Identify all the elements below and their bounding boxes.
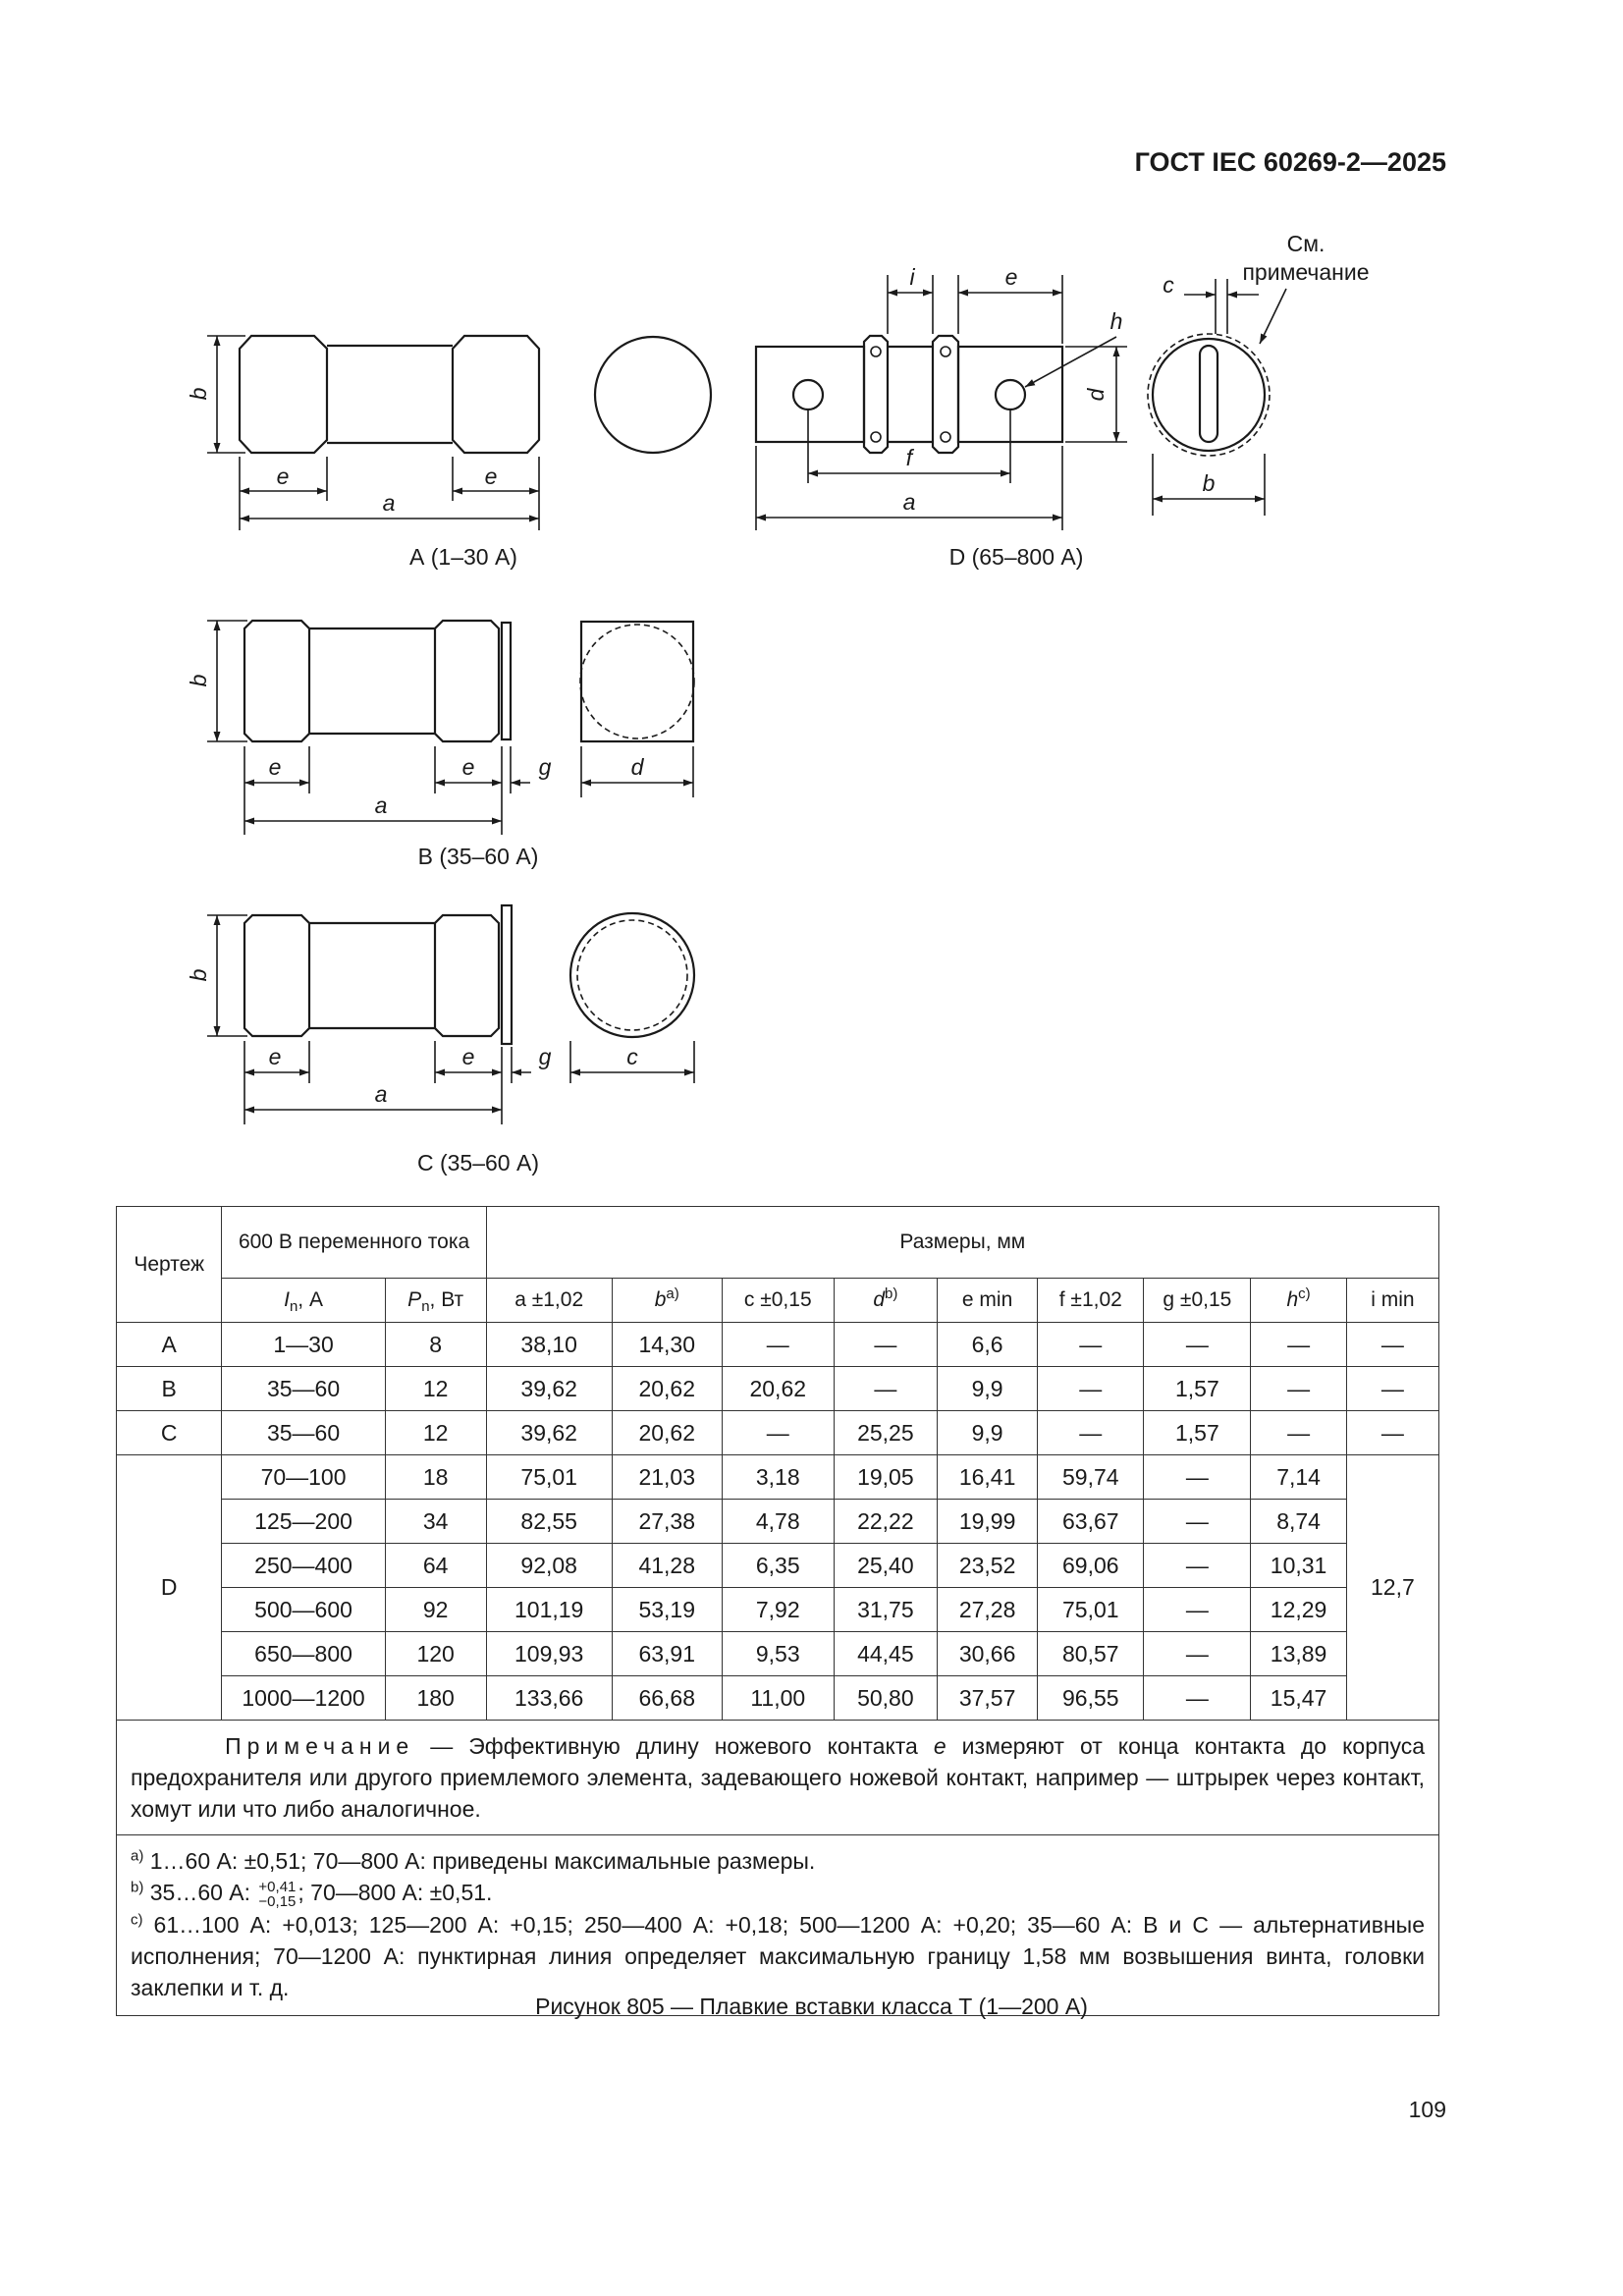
footnote-c: $^{c)}$ 61…100 А: +0,013; 125—200 А: +0,15; 250—400 А: +0,18; 500—1200 А: +0,20; 35—60 А: В и С — альтернативные исполнения; 70—1200 А: пунктирная линия определяет максимальную границу 1,58 мм возвышения винта, головки заклепки и т. д. — [131, 1911, 1425, 2000]
cell-c: — — [722, 1323, 834, 1367]
cell-f: 96,55 — [1038, 1676, 1144, 1721]
cell-a: 39,62 — [486, 1411, 612, 1455]
cell-in: 70—100 — [222, 1455, 385, 1500]
label-g: g — [538, 1044, 552, 1069]
cell-d: 19,05 — [834, 1455, 937, 1500]
cell-f: 59,74 — [1038, 1455, 1144, 1500]
table-row — [117, 1676, 1439, 1721]
cell-b: 27,38 — [612, 1500, 722, 1544]
cell-f: — — [1038, 1367, 1144, 1411]
subheader-b: $b^{a)}$ — [612, 1279, 722, 1323]
cell-pn: 34 — [385, 1500, 486, 1544]
label-e: e — [268, 1044, 282, 1069]
cell-pn: 120 — [385, 1632, 486, 1676]
cell-a: 39,62 — [486, 1367, 612, 1411]
subheader-g: g ±0,15 — [1144, 1279, 1251, 1323]
cell-pn: 12 — [385, 1367, 486, 1411]
cell-a: 38,10 — [486, 1323, 612, 1367]
cell-a: 133,66 — [486, 1676, 612, 1721]
cell-e: 6,6 — [937, 1323, 1037, 1367]
cell-c: 20,62 — [722, 1367, 834, 1411]
cell-e: 23,52 — [937, 1544, 1037, 1588]
cell-d: 44,45 — [834, 1632, 937, 1676]
label-e: e — [276, 464, 290, 489]
cell-f: — — [1038, 1323, 1144, 1367]
cell-c: 9,53 — [722, 1632, 834, 1676]
cell-h: 13,89 — [1251, 1632, 1346, 1676]
label-a: a — [902, 489, 916, 515]
figure-caption: Рисунок 805 — Плавкие вставки класса Т (1—200 А) — [535, 1994, 1088, 2019]
cell-e: 16,41 — [937, 1455, 1037, 1500]
table-subheader-row — [117, 1279, 1439, 1323]
cell-d: 25,40 — [834, 1544, 937, 1588]
note-row — [117, 1721, 1439, 1835]
cell-in: 35—60 — [222, 1367, 385, 1411]
cell-i: — — [1346, 1411, 1438, 1455]
see-note-line1: См. — [1286, 231, 1325, 256]
cell-in: 125—200 — [222, 1500, 385, 1544]
cell-e: 27,28 — [937, 1588, 1037, 1632]
cell-in: 1—30 — [222, 1323, 385, 1367]
cell-h: — — [1251, 1367, 1346, 1411]
cell-i: — — [1346, 1367, 1438, 1411]
cell-f: — — [1038, 1411, 1144, 1455]
label-c: c — [626, 1044, 638, 1069]
table-footnotes — [117, 1835, 1439, 2016]
label-a: a — [382, 490, 396, 516]
cell-in: 650—800 — [222, 1632, 385, 1676]
table-row — [117, 1544, 1439, 1588]
cell-h: 10,31 — [1251, 1544, 1346, 1588]
cell-g: — — [1144, 1455, 1251, 1500]
table-row — [117, 1500, 1439, 1544]
cell-g: — — [1144, 1544, 1251, 1588]
label-e: e — [268, 754, 282, 780]
drawing-d — [756, 231, 1370, 570]
caption-drawing-b: В (35–60 А) — [417, 844, 539, 869]
subheader-d: $d^{b)}$ — [834, 1279, 937, 1323]
cell-i-d: 12,7 — [1346, 1455, 1438, 1721]
label-i: i — [909, 264, 915, 290]
subheader-c: c ±0,15 — [722, 1279, 834, 1323]
cell-d: 50,80 — [834, 1676, 937, 1721]
subheader-a: a ±1,02 — [486, 1279, 612, 1323]
label-e: e — [484, 464, 498, 489]
label-b: b — [1202, 470, 1216, 496]
cell-g: — — [1144, 1676, 1251, 1721]
cell-pn: 180 — [385, 1676, 486, 1721]
cell-pn: 92 — [385, 1588, 486, 1632]
cell-i: — — [1346, 1323, 1438, 1367]
label-e: e — [1004, 264, 1018, 290]
table-row — [117, 1367, 1439, 1411]
label-c: c — [1163, 272, 1174, 298]
drawing-b — [186, 621, 694, 869]
cell-b: 63,91 — [612, 1632, 722, 1676]
cell-h: 7,14 — [1251, 1455, 1346, 1500]
label-d: d — [630, 754, 644, 780]
cell-pn: 64 — [385, 1544, 486, 1588]
subheader-h: $h^{c)}$ — [1251, 1279, 1346, 1323]
cell-drawing: С — [117, 1411, 222, 1455]
cell-h: — — [1251, 1323, 1346, 1367]
cell-g: — — [1144, 1323, 1251, 1367]
cell-in: 250—400 — [222, 1544, 385, 1588]
cell-h: 12,29 — [1251, 1588, 1346, 1632]
label-e: e — [461, 754, 475, 780]
cell-c: 7,92 — [722, 1588, 834, 1632]
cell-in: 1000—1200 — [222, 1676, 385, 1721]
cell-f: 80,57 — [1038, 1632, 1144, 1676]
cell-pn: 8 — [385, 1323, 486, 1367]
cell-a: 109,93 — [486, 1632, 612, 1676]
cell-f: 69,06 — [1038, 1544, 1144, 1588]
page-number: 109 — [1408, 2097, 1446, 2122]
label-e: e — [461, 1044, 475, 1069]
caption-drawing-a: А (1–30 А) — [409, 544, 517, 570]
cell-b: 21,03 — [612, 1455, 722, 1500]
cell-drawing: А — [117, 1323, 222, 1367]
subheader-i: i min — [1346, 1279, 1438, 1323]
table-note: Примечание — Эффективную длину ножевого контакта e измеряют от конца контакта до корпуса предохранителя или другого приемлемого элемента, задевающего ножевой контакт, например — штрырек через контакт, хомут или что либо аналогичное. — [117, 1721, 1439, 1835]
see-note-line2: примечание — [1242, 259, 1370, 285]
table-row — [117, 1632, 1439, 1676]
label-h: h — [1109, 308, 1123, 334]
label-d: d — [1083, 388, 1109, 402]
cell-h: 15,47 — [1251, 1676, 1346, 1721]
subheader-e: e min — [937, 1279, 1037, 1323]
subheader-pn: $P_n$, Вт — [385, 1279, 486, 1323]
cell-drawing-d: D — [117, 1455, 222, 1721]
label-b: b — [186, 968, 211, 982]
cell-in: 500—600 — [222, 1588, 385, 1632]
label-b: b — [186, 674, 211, 687]
cell-e: 30,66 — [937, 1632, 1037, 1676]
cell-drawing: В — [117, 1367, 222, 1411]
cell-c: 11,00 — [722, 1676, 834, 1721]
cell-f: 75,01 — [1038, 1588, 1144, 1632]
table-row — [117, 1411, 1439, 1455]
subheader-in: $I_n$, А — [222, 1279, 385, 1323]
table-row — [117, 1588, 1439, 1632]
table-row — [117, 1323, 1439, 1367]
cell-c: 4,78 — [722, 1500, 834, 1544]
cell-b: 14,30 — [612, 1323, 722, 1367]
header-dimensions: Размеры, мм — [486, 1207, 1438, 1279]
header-ac: 600 В переменного тока — [222, 1207, 486, 1279]
label-g: g — [538, 754, 552, 780]
document-header: ГОСТ IEC 60269-2—2025 — [1134, 147, 1446, 177]
cell-e: 19,99 — [937, 1500, 1037, 1544]
table-row — [117, 1455, 1439, 1500]
table-header-row — [117, 1207, 1439, 1279]
cell-g: — — [1144, 1588, 1251, 1632]
cell-e: 9,9 — [937, 1367, 1037, 1411]
note-label: Примечание — [225, 1733, 415, 1759]
cell-a: 75,01 — [486, 1455, 612, 1500]
footnote-b: $^{b)}$ 35…60 А: +0,41 −0,15 ; 70—800 А: ±0,51. — [131, 1878, 493, 1910]
cell-d: 25,25 — [834, 1411, 937, 1455]
footnotes-row — [117, 1835, 1439, 2016]
cell-a: 82,55 — [486, 1500, 612, 1544]
cell-b: 20,62 — [612, 1367, 722, 1411]
cell-f: 63,67 — [1038, 1500, 1144, 1544]
drawing-c — [186, 905, 694, 1175]
footnote-a: $^{a)}$ 1…60 А: ±0,51; 70—800 А: приведены максимальные размеры. — [131, 1847, 816, 1874]
cell-d: 31,75 — [834, 1588, 937, 1632]
cell-d: — — [834, 1323, 937, 1367]
label-b: b — [186, 387, 211, 401]
cell-d: — — [834, 1367, 937, 1411]
cell-c: — — [722, 1411, 834, 1455]
cell-pn: 12 — [385, 1411, 486, 1455]
cell-in: 35—60 — [222, 1411, 385, 1455]
cell-g: 1,57 — [1144, 1411, 1251, 1455]
label-f: f — [905, 445, 913, 470]
cell-e: 9,9 — [937, 1411, 1037, 1455]
cell-g: 1,57 — [1144, 1367, 1251, 1411]
header-drawing: Чертеж — [117, 1207, 222, 1323]
cell-b: 20,62 — [612, 1411, 722, 1455]
caption-drawing-d: D (65–800 А) — [948, 544, 1084, 570]
cell-pn: 18 — [385, 1455, 486, 1500]
cell-h: 8,74 — [1251, 1500, 1346, 1544]
cell-d: 22,22 — [834, 1500, 937, 1544]
cell-g: — — [1144, 1632, 1251, 1676]
caption-drawing-c: С (35–60 А) — [416, 1150, 540, 1175]
label-a: a — [374, 1081, 388, 1107]
cell-g: — — [1144, 1500, 1251, 1544]
cell-b: 41,28 — [612, 1544, 722, 1588]
cell-c: 3,18 — [722, 1455, 834, 1500]
cell-a: 92,08 — [486, 1544, 612, 1588]
cell-a: 101,19 — [486, 1588, 612, 1632]
dimensions-table — [116, 1206, 1439, 2016]
cell-b: 53,19 — [612, 1588, 722, 1632]
drawing-a — [186, 336, 711, 570]
cell-b: 66,68 — [612, 1676, 722, 1721]
label-a: a — [374, 793, 388, 818]
cell-e: 37,57 — [937, 1676, 1037, 1721]
subheader-f: f ±1,02 — [1038, 1279, 1144, 1323]
cell-c: 6,35 — [722, 1544, 834, 1588]
cell-h: — — [1251, 1411, 1346, 1455]
